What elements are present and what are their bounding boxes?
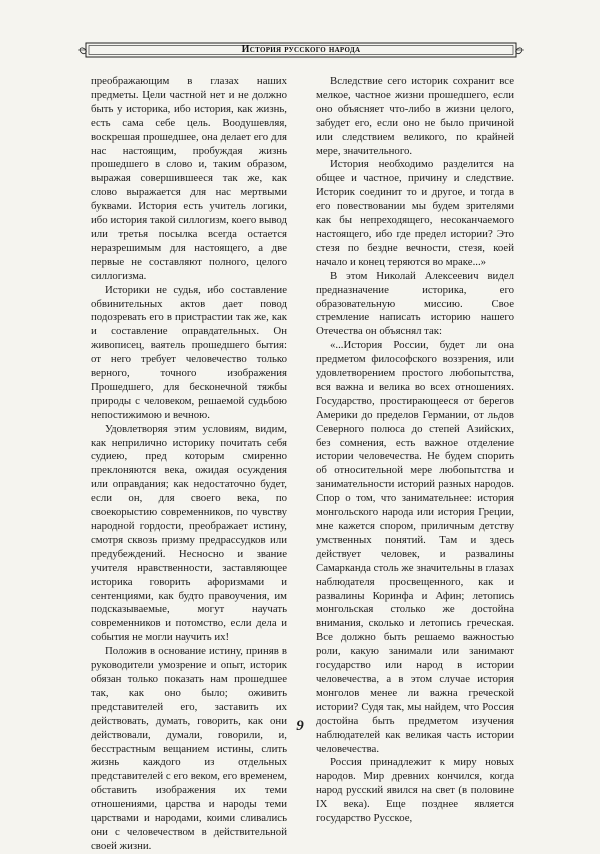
header-title: История русского народа [241, 44, 361, 55]
paragraph: Положив в основание истину, приняв в руководители умозрение и опыт, историк обязан только показать нам прошедшее так, как оно было; оживить представителей его, заставить их действовать, думать, говорить, как они действовали, думали, говорили, и, бесстрастным вещанием истины, слить жизнь каждого из отдельных представителей с его веком, его временем, обставить изображения их теми отношениями, царства и народы теми царствами и народами, коими сливались они с человечеством в действительной своей жизни. [91, 645, 287, 852]
paragraph: Историки не судья, ибо составление обвинительных актов дает повод подозревать его в пристрастии так же, как и составление оправдательных. Он живописец, ваятель прошедшего бытия: от него требует человечество только верного, точного изображения Прошедшего, для бесконечной тяжбы природы с человеком, решаемой судьбою непостижимою и вечною. [91, 283, 287, 421]
right-column [316, 75, 514, 826]
paragraph: Россия принадлежит к миру новых народов. Мир древних кончился, когда народ русский явился на свет (в половине IX века). Еще позднее является государство Русское, [316, 756, 514, 825]
paragraph: преображающим в глазах наших предметы. Цели частной нет и не должно быть у историка, ибо история, как жизнь, есть сама себе цель. Воодушевляя, воскрешая прошедшее, она делает его для нас настоящим, пробуждая жизнь прошедшего в слово и, таким образом, выражая совершившееся так же, как слово выражается для нас мертвыми буквами. История есть учитель логики, ибо история такой силлогизм, коего вывод или третья посылка всегда остается неразрешимым для настоящего, а две первые не составляют полного, целого силлогизма. [91, 75, 287, 282]
paragraph: Вследствие сего историк сохранит все мелкое, частное жизни прошедшего, если оно объясняет что-либо в жизни целого, забудет его, если оно не было причиной или следствием великого, по крайней мере, значительного. [316, 75, 514, 157]
paragraph: История необходимо разделится на общее и частное, причину и следствие. Историк соединит то и другое, и тогда в его повествовании мы будем зрителями как бы непреходящего, несоканчаемого настоящего, ибо где предел истории? Это стезя по бездне вечности, стезя, коей начало и конец теряются во мраке...» [316, 158, 514, 268]
paragraph: «...История России, будет ли она предметом философского воззрения, или удовлетворением простого любопытства, вся важна и велика во всех отношениях. Государство, простирающееся от берегов Америки до пределов Германии, от льдов Северного полюса до степей Азийских, без сомнения, есть важное отделение истории человечества. Не будем спорить об относительной мере любопытства и занимательности историй разных народов. Спор о том, что занимательнее: история монгольского народа или история Греции, мне кажется спором, приличным детству умственных понятий. Там и здесь действует человек, и развалины Самарканда столь же значительны в глазах наблюдателя просвещенного, как и развалины Коринфа и Афин; летопись монгольская столько же достойна внимания, сколько и летопись греческая. Все должно быть решаемо важностью роли, какую занимали или занимают государство или народ в истории человечества, а в этом случае история монголов менее ли важна греческой истории? Судя так, мы найдем, что Россия достойна быть предметом изучения наблюдателей как великая часть истории человечества. [316, 339, 514, 755]
paragraph: В этом Николай Алексеевич видел предназначение историка, его образовательную миссию. Свое стремление написать историю нашего Отечества он объяснял так: [316, 269, 514, 338]
paragraph: Удовлетворяя этим условиям, видим, как неприлично историку почитать себя судиею, пред которым смиренно преклоняются века, ожидая осуждения или оправдания; как недостаточно будет, если он, для своего века, по своекорыстию современников, по чувству народной гордости, преображает истину, смотря сквозь призму предрассудков или предубеждений. Несносно и звание учителя нравственности, заставляющее историка говорить афоризмами и сентенциями, как будто правоучения, им подсказываемые, могут научать современников и потомство, если дела и события не могли научить их! [91, 422, 287, 644]
page-number: 9 [296, 718, 304, 734]
left-column [91, 75, 287, 854]
running-header [78, 42, 524, 58]
